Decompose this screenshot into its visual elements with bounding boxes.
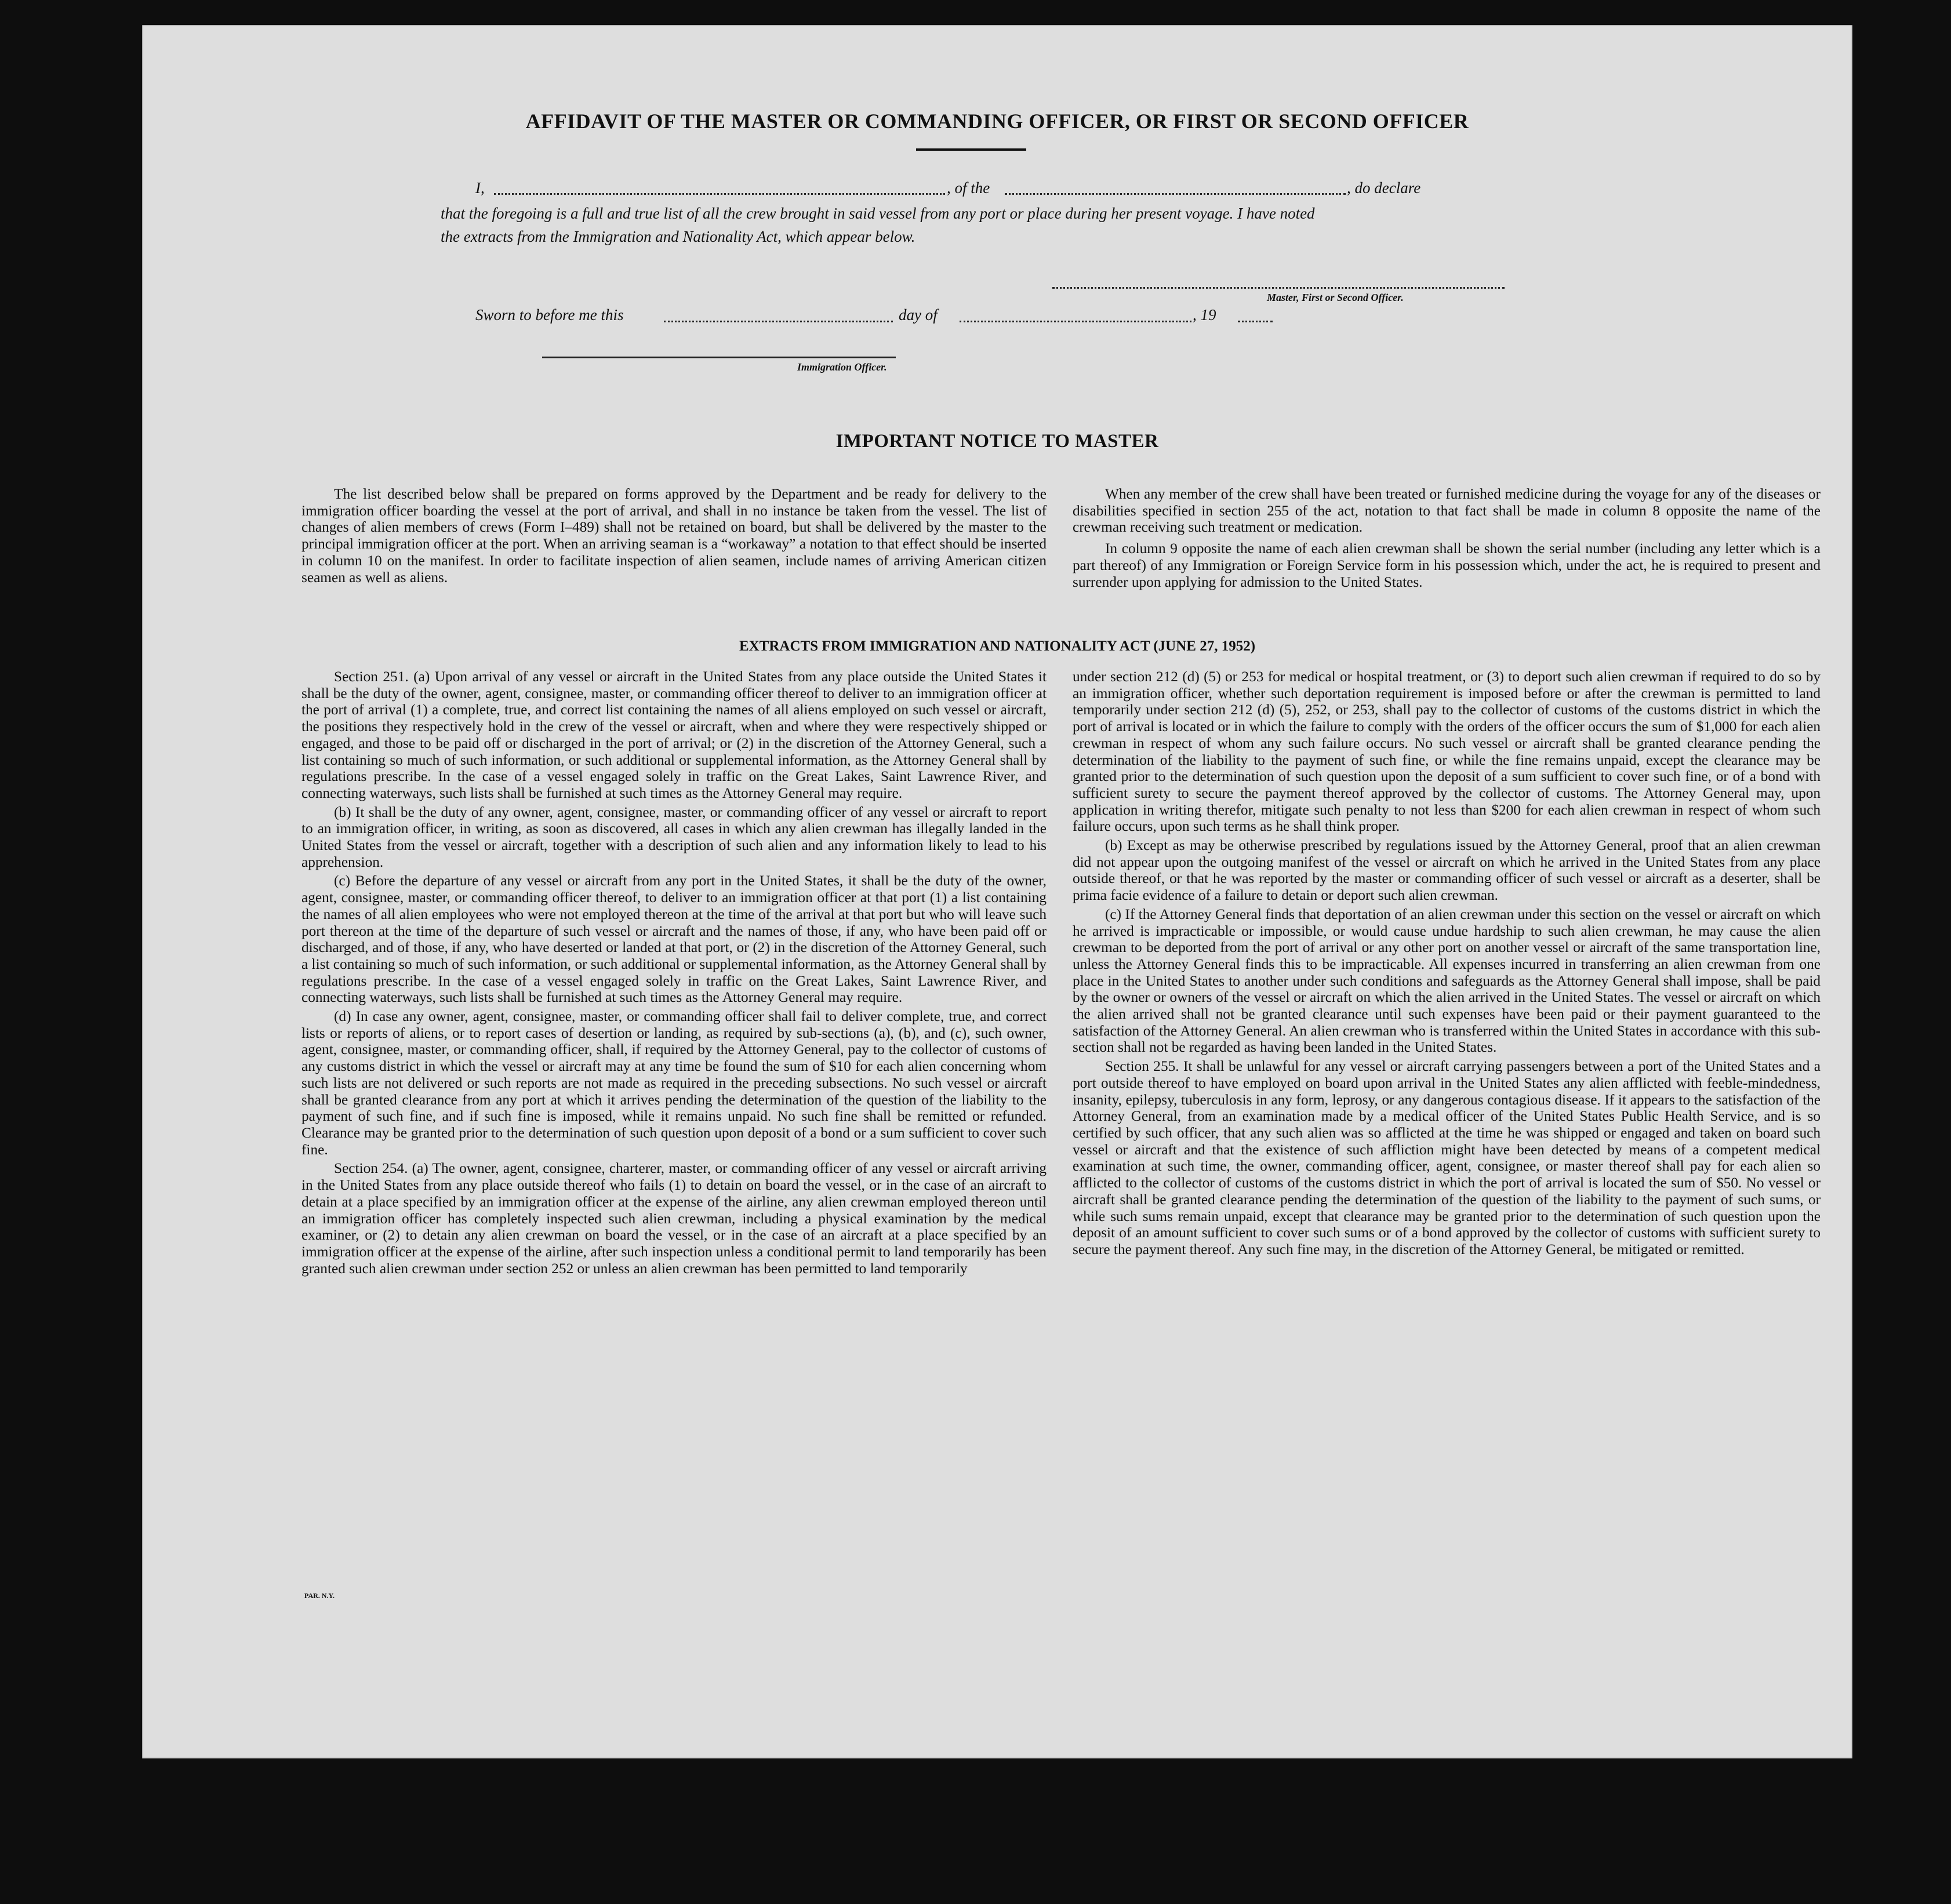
officer-signature-line[interactable] [542,357,896,358]
day-of-label: day of [899,306,938,324]
sworn-day-field[interactable] [664,321,893,322]
declaration-line-3: the extracts from the Immigration and Nationality Act, which appear below. [441,228,915,245]
notice-right-column [1073,486,1821,593]
form-sheet [142,25,1852,1758]
name-field[interactable] [494,193,945,195]
declaration-line-2: that the foregoing is a full and true list of all the crew brought in said vessel from any port or place during her present voyage. I have noted [441,205,1315,222]
section-251-d: (d) In case any owner, agent, consignee, master, or commanding officer shall fail to deliver complete, true, and correct lists or reports of aliens, or to report cases of desertion or landing, as required by sub-sections (a), (b), and (c), such owner, agent, consignee, master, or commanding officer, shall, if required by the Attorney General, pay to the collector of customs of any customs district in which the vessel or aircraft may at any time be found the sum of $10 for each alien concerning whom such lists are not delivered or such reports are not made as required in the preceding subsections. No such vessel or aircraft shall be granted clearance from any port at which it arrives pending the determination of the question of the liability to the payment of such fine, and if such fine is imposed, while it remains unpaid. No such fine shall be remitted or refunded. Clearance may be granted prior to the determination of such question upon deposit of a bond or a sum sufficient to cover such fine. [301,1008,1047,1158]
section-254-b: (b) Except as may be otherwise prescribed by regulations issued by the Attorney General, proof that an alien crewman did not appear upon the outgoing manifest of the vessel or aircraft on which he arrived in the United States from any place outside thereof, or that he was reported by the master or commanding officer of such vessel or aircraft as a deserter, shall be prima facie evidence of a failure to detain or deport such alien crewman. [1073,837,1821,904]
sworn-label: Sworn to before me this [475,306,624,324]
section-251-b: (b) It shall be the duty of any owner, agent, consignee, master, or commanding officer of any vessel or aircraft to report to an immigration officer, in writing, as soon as discovered, all cases in which any alien crewman has illegally landed in the United States from the vessel or aircraft, together with a description of such alien and any information likely to lead to his apprehension. [301,804,1047,870]
officer-signature-label: Immigration Officer. [797,361,887,373]
i-label: I, [475,179,485,197]
master-signature-label: Master, First or Second Officer. [1267,292,1404,303]
of-the-label: , of the [947,179,990,197]
extracts-right-column [1073,668,1821,1260]
section-254-a: Section 254. (a) The owner, agent, consignee, charterer, master, or commanding officer of any vessel or aircraft arriving in the United States from any place outside thereof who fails (1) to detain on board the vessel, or in the case of an aircraft to detain at a place specified by an immigration officer at the expense of the airline, any alien crewman employed thereon until an immigration officer has completely inspected such alien crewman, including a physical examination by the medical examiner, or (2) to detain any alien crewman on board the vessel, or in the case of an aircraft at a place specified by an immigration officer at the expense of the airline, after such inspection unless a conditional permit to land temporarily has been granted such alien crewman under section 252 or unless an alien crewman has been permitted to land temporarily [301,1160,1047,1277]
notice-right-paragraph-1: When any member of the crew shall have been treated or furnished medicine during the voyage for any of the diseases or disabilities specified in section 255 of the act, notation to that fact shall be made in column 8 opposite the name of the crewman receiving such treatment or medication. [1073,486,1821,536]
section-251-c: (c) Before the departure of any vessel or aircraft from any port in the United States, it shall be the duty of the owner, agent, consignee, master, or commanding officer thereof, to deliver to an immigration officer at that port (1) a list containing the names of all alien employees who were not employed thereon at the time of the arrival at that port but who will leave such port thereon at the time of the departure of such vessel or aircraft and the names of those, if any, who have been paid off or discharged, and of those, if any, who have deserted or landed at that port, or (2) in the discretion of the Attorney General, such a list containing so much of such information, or such additional or supplemental information, as the Attorney General shall by regulations prescribe. In the case of a vessel engaged solely in traffic on the Great Lakes, Saint Lawrence River, and connecting waterways, such lists shall be furnished at such times as the Attorney General may require. [301,873,1047,1006]
vessel-field[interactable] [1005,193,1346,195]
do-declare-label: , do declare [1347,179,1421,197]
affidavit-title: AFFIDAVIT OF THE MASTER OR COMMANDING OFFICER, OR FIRST OR SECOND OFFICER [525,110,1469,133]
extracts-heading: EXTRACTS FROM IMMIGRATION AND NATIONALITY ACT (JUNE 27, 1952) [739,638,1256,654]
section-251-a: Section 251. (a) Upon arrival of any vessel or aircraft in the United States from any place outside the United States it shall be the duty of the owner, agent, consignee, master, or commanding officer thereof to deliver to an immigration officer at the port of arrival (1) a complete, true, and correct list containing the names of all aliens employed on such vessel or aircraft, the positions they respectively hold in the crew of the vessel or aircraft, when and where they were respectively shipped or engaged, and those to be paid off or discharged in the port of arrival; or (2) in the discretion of the Attorney General, such a list containing so much of such information, or such additional or supplemental information, as the Attorney General shall by regulations prescribe. In the case of a vessel engaged solely in traffic on the Great Lakes, Saint Lawrence River, and connecting waterways, such lists shall be furnished at such times as the Attorney General may require. [301,668,1047,801]
extracts-left-column [301,668,1047,1279]
section-254-c: (c) If the Attorney General finds that deportation of an alien crewman under this section on the vessel or aircraft on which he arrived is impracticable or impossible, or would cause undue hardship to such alien crewman, he may cause the alien crewman to be deported from the port of arrival or any other port on another vessel or aircraft of the same transportation line, unless the Attorney General finds this to be impracticable. All expenses incurred in transferring an alien crewman from one place in the United States to another under such conditions and safeguards as the Attorney General shall impose, shall be paid by the owner or owners of the vessel or aircraft on which the alien arrived in the United States. The vessel or aircraft on which the alien arrived shall not be granted clearance until such expenses have been paid or their payment guaranteed to the satisfaction of the Attorney General. An alien crewman who is transferred within the United States in accordance with this sub-section shall not be regarded as having been landed in the United States. [1073,906,1821,1056]
section-255: Section 255. It shall be unlawful for any vessel or aircraft carrying passengers between a port of the United States and a port outside thereof to have employed on board upon arrival in the United States any alien afflicted with feeble-mindedness, insanity, epilepsy, tuberculosis in any form, leprosy, or any dangerous contagious disease. If it appears to the satisfaction of the Attorney General, from an examination made by a medical officer of the United States Public Health Service, and is so certified by such officer, that any such alien was so afflicted at the time he was shipped or engaged and taken on board such vessel or aircraft and that the existence of such affliction might have been detected by means of a competent medical examination at such time, the owner, commanding officer, agent, consignee, or master thereof shall pay for each alien so afflicted to the collector of customs of the customs district in which the port of arrival is located the sum of $50. No vessel or aircraft shall be granted clearance pending the determination of the question of the liability to the payment of such sums, or while such sums remain unpaid, except that clearance may be granted prior to the determination of such question upon the deposit of an amount sufficient to cover such sums or of a bond approved by the collector of customs with sufficient surety to secure the payment thereof. Any such fine may, in the discretion of the Attorney General, be mitigated or remitted. [1073,1058,1821,1258]
printer-mark: PAR. N.Y. [304,1591,335,1600]
notice-title: IMPORTANT NOTICE TO MASTER [835,431,1159,452]
year-label: , 19 [1193,306,1216,324]
notice-left-column [301,486,1047,588]
section-254-a-continued: under section 212 (d) (5) or 253 for medical or hospital treatment, or (3) to deport such alien crewman if required to do so by an immigration officer, whether such deportation requirement is imposed before or after the crewman is permitted to land temporarily under section 212 (d) (5), 252, or 253, shall pay to the collector of customs of the customs district in which the port of arrival is located or in which the failure to comply with the orders of the officer occurs the sum of $1,000 for each alien crewman in respect of whom any such failure occurs. No such vessel or aircraft shall be granted clearance pending the determination of the liability to the payment of such fine, or while the fine remains unpaid, except the clearance may be granted prior to the determination of such question upon the deposit of a sum sufficient to cover such fine, or of a bond with sufficient surety to secure the payment thereof approved by the collector of customs. The Attorney General may, upon application in writing therefor, mitigate such penalty to not less than $200 for each alien crewman in respect of whom such failure occurs, upon such terms as he shall think proper. [1073,668,1821,835]
sworn-year-field[interactable] [1238,321,1273,322]
title-underline [916,148,1026,151]
master-signature-line[interactable] [1052,287,1505,289]
sworn-month-field[interactable] [960,321,1191,322]
notice-left-paragraph: The list described below shall be prepared on forms approved by the Department and be ready for delivery to the immigration officer boarding the vessel at the port of arrival, and shall in no instance be taken from the vessel. The list of changes of alien members of crews (Form I–489) shall not be retained on board, but shall be delivered by the master to the principal immigration officer at the port. When an arriving seaman is a “workaway” a notation to that effect should be inserted in column 10 on the manifest. In order to facilitate inspection of alien seamen, include names of arriving American citizen seamen as well as aliens. [301,486,1047,586]
notice-right-paragraph-2: In column 9 opposite the name of each alien crewman shall be shown the serial number (including any letter which is a part thereof) of any Immigration or Foreign Service form in his possession which, under the act, he is required to present and surrender upon applying for admission to the United States. [1073,540,1821,590]
